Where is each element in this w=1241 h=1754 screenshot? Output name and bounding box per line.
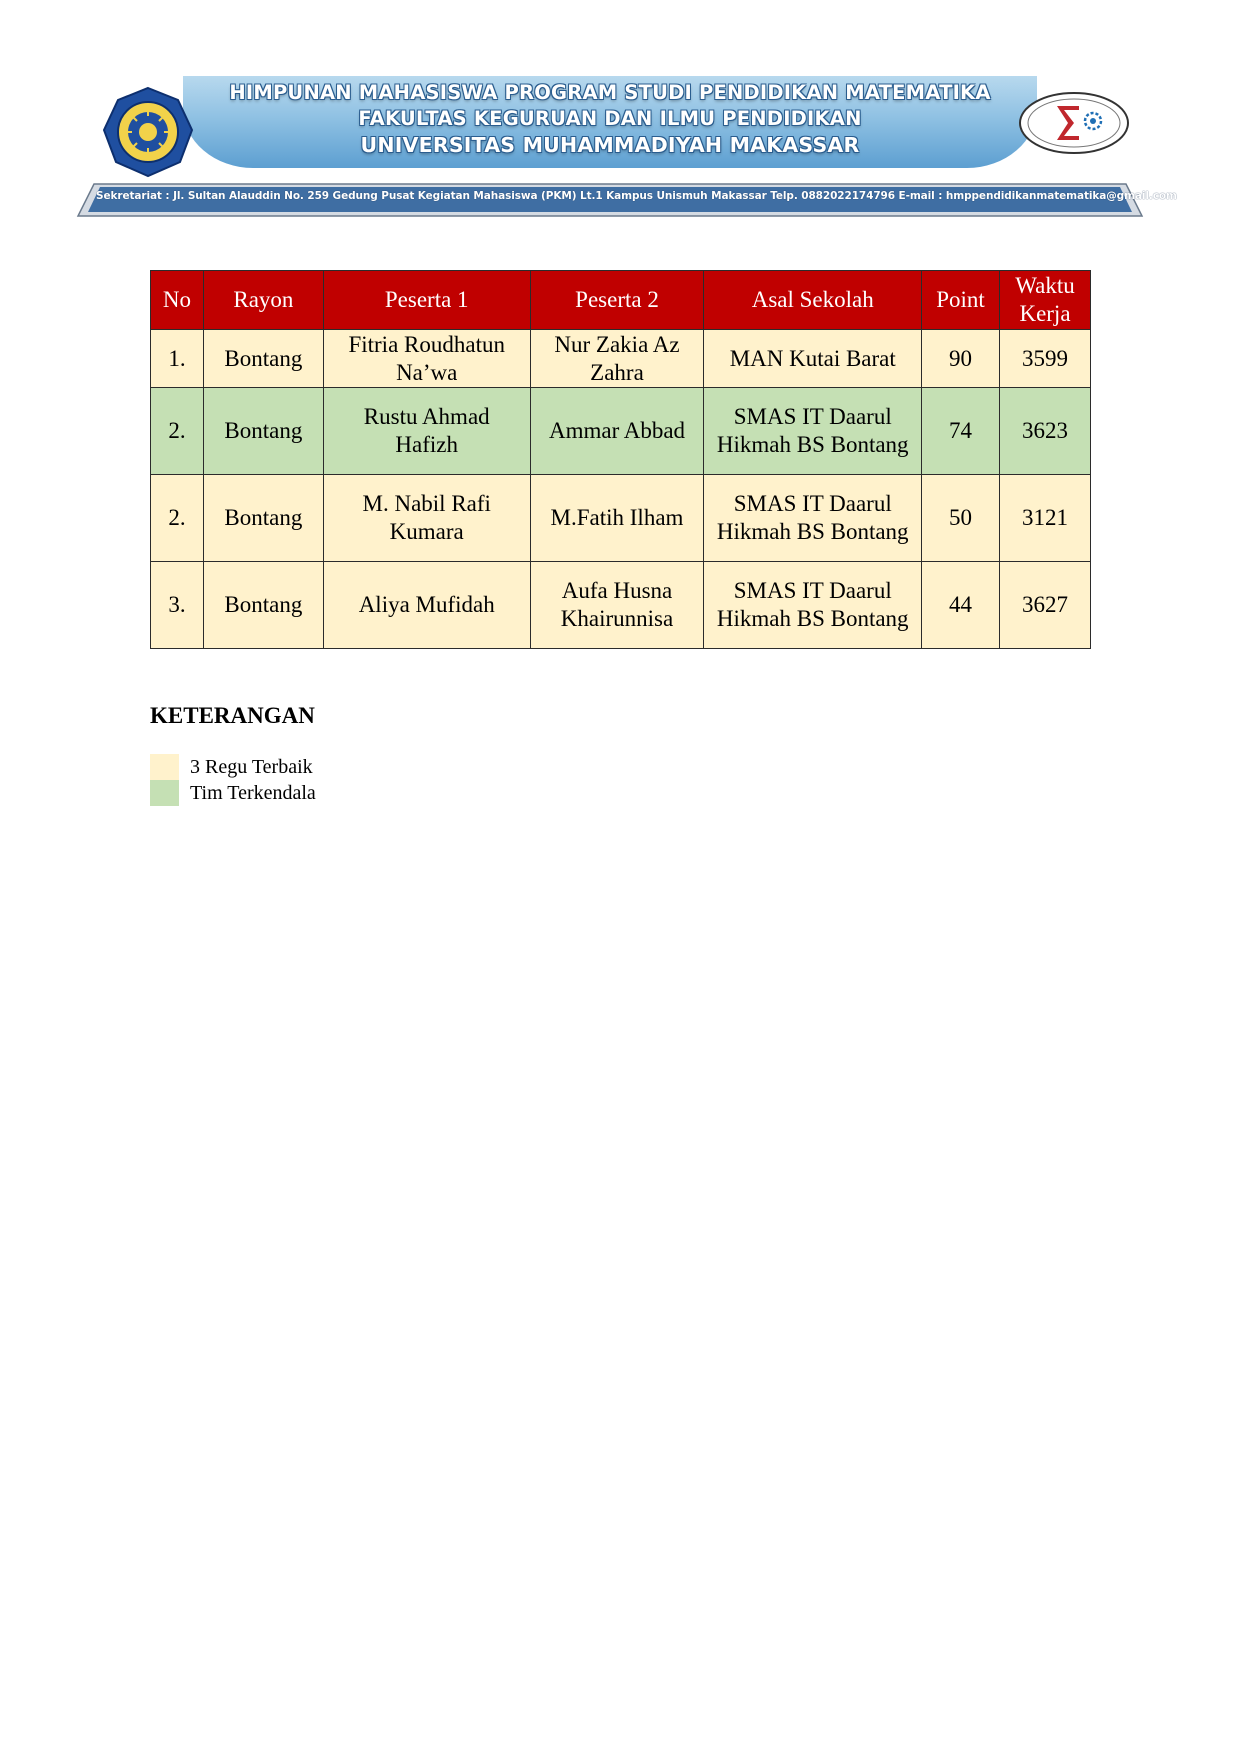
cell-point: 74 bbox=[922, 388, 1000, 475]
table-row bbox=[151, 475, 1091, 562]
cell-rayon: Bontang bbox=[203, 388, 323, 475]
university-name: UNIVERSITAS MUHAMMADIYAH MAKASSAR bbox=[360, 133, 860, 157]
cell-peserta-1: M. Nabil Rafi Kumara bbox=[323, 475, 530, 562]
legend-item-obstacle bbox=[150, 780, 316, 806]
cell-peserta-2: M.Fatih Ilham bbox=[530, 475, 704, 562]
org-name: HIMPUNAN MAHASISWA PROGRAM STUDI PENDIDIKAN MATEMATIKA bbox=[229, 81, 991, 104]
col-header-point: Point bbox=[922, 271, 1000, 330]
cell-no: 1. bbox=[151, 330, 204, 388]
table-row bbox=[151, 330, 1091, 388]
table-row bbox=[151, 562, 1091, 649]
cell-waktu-kerja: 3121 bbox=[999, 475, 1090, 562]
cell-peserta-2: Ammar Abbad bbox=[530, 388, 704, 475]
cell-no: 3. bbox=[151, 562, 204, 649]
sigma-math-logo-icon bbox=[1017, 90, 1131, 156]
col-header-peserta-1: Peserta 1 bbox=[323, 271, 530, 330]
table-row bbox=[151, 388, 1091, 475]
cell-asal-sekolah: SMAS IT Daarul Hikmah BS Bontang bbox=[704, 562, 922, 649]
cell-peserta-2: Nur Zakia Az Zahra bbox=[530, 330, 704, 388]
cell-point: 50 bbox=[922, 475, 1000, 562]
cell-peserta-1: Aliya Mufidah bbox=[323, 562, 530, 649]
letterhead-titles bbox=[183, 80, 1037, 158]
cell-no: 2. bbox=[151, 388, 204, 475]
cell-rayon: Bontang bbox=[203, 330, 323, 388]
legend-title: KETERANGAN bbox=[150, 703, 315, 728]
faculty-name: FAKULTAS KEGURUAN DAN ILMU PENDIDIKAN bbox=[358, 107, 862, 130]
legend-label: Tim Terkendala bbox=[190, 782, 316, 804]
col-header-peserta-2: Peserta 2 bbox=[530, 271, 704, 330]
secretariat-address: Sekretariat : Jl. Sultan Alauddin No. 259 Gedung Pusat Kegiatan Mahasiswa (PKM) Lt.1 Kampus Unismuh Makassar Telp. 0882022174796 E-mail : hmppendidikanmatematika@gmail.com bbox=[96, 190, 1177, 202]
col-header-asal-sekolah: Asal Sekolah bbox=[704, 271, 922, 330]
cell-peserta-1: Fitria Roudhatun Na’wa bbox=[323, 330, 530, 388]
cell-rayon: Bontang bbox=[203, 475, 323, 562]
cell-waktu-kerja: 3627 bbox=[999, 562, 1090, 649]
cell-waktu-kerja: 3623 bbox=[999, 388, 1090, 475]
cell-no: 2. bbox=[151, 475, 204, 562]
cell-asal-sekolah: MAN Kutai Barat bbox=[704, 330, 922, 388]
col-header-no: No bbox=[151, 271, 204, 330]
cell-asal-sekolah: SMAS IT Daarul Hikmah BS Bontang bbox=[704, 388, 922, 475]
cell-waktu-kerja: 3599 bbox=[999, 330, 1090, 388]
col-header-rayon: Rayon bbox=[203, 271, 323, 330]
cell-rayon: Bontang bbox=[203, 562, 323, 649]
university-seal-icon bbox=[102, 86, 194, 178]
cell-point: 90 bbox=[922, 330, 1000, 388]
results-table bbox=[150, 270, 1091, 649]
legend-item-best bbox=[150, 754, 313, 780]
cell-peserta-1: Rustu Ahmad Hafizh bbox=[323, 388, 530, 475]
table-header-row bbox=[151, 271, 1091, 330]
legend-label: 3 Regu Terbaik bbox=[190, 756, 313, 778]
cell-peserta-2: Aufa Husna Khairunnisa bbox=[530, 562, 704, 649]
legend-swatch bbox=[150, 780, 179, 806]
cell-point: 44 bbox=[922, 562, 1000, 649]
legend-swatch bbox=[150, 754, 179, 780]
col-header-waktu-kerja: Waktu Kerja bbox=[999, 271, 1090, 330]
cell-asal-sekolah: SMAS IT Daarul Hikmah BS Bontang bbox=[704, 475, 922, 562]
